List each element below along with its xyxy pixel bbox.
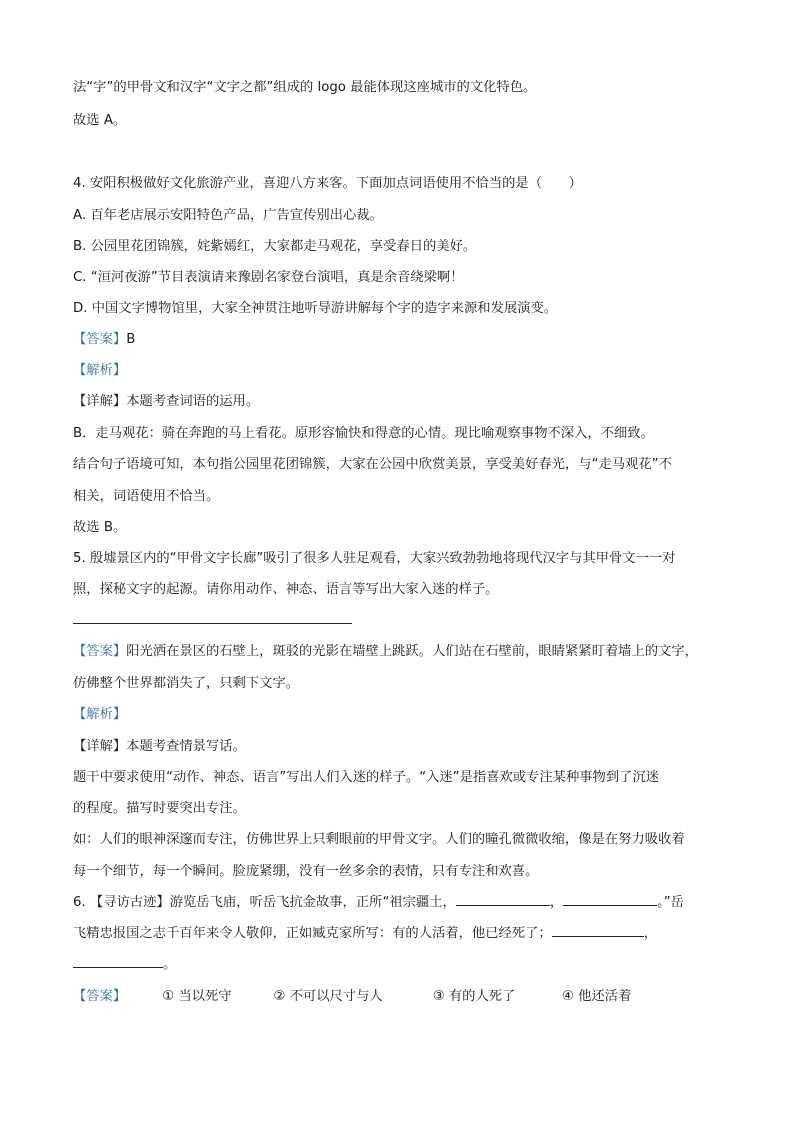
answer-item: ③ 有的人死了 xyxy=(432,989,516,1004)
answer-line xyxy=(73,328,135,347)
explanation-line: 的程度。描写时要突出专注。 xyxy=(73,801,246,816)
answer-item: ① 当以死守 xyxy=(162,989,232,1004)
answer-value: B xyxy=(126,332,136,347)
explanation-line: 每一个细节，每一个瞬间。脸庞紧绷，没有一丝多余的表情，只有专注和欢喜。 xyxy=(73,864,539,879)
answer-tag: 【答案】 xyxy=(73,644,127,659)
question-6-cont xyxy=(73,953,176,972)
answer-text: 阳光洒在景区的石壁上，斑驳的光影在墙壁上跳跃。人们站在石壁前，眼睛紧紧盯着墙上的文字， xyxy=(126,644,698,659)
fill-blank[interactable] xyxy=(456,904,550,906)
question-6 xyxy=(73,891,684,910)
detail-text: 本题考查情景写话。 xyxy=(126,739,246,754)
text-line: 故选 A。 xyxy=(73,113,127,128)
answer-line xyxy=(73,985,631,1004)
detail-text: 本题考查词语的运用。 xyxy=(126,394,260,409)
answer-item: ② 不可以尺寸与人 xyxy=(273,989,383,1004)
answer-text-cont: 仿佛整个世界都消失了，只剩下文字。 xyxy=(73,676,300,691)
question-6-text: ， xyxy=(549,895,564,910)
fill-blank[interactable] xyxy=(563,904,657,906)
analysis-tag: 【解析】 xyxy=(73,707,127,722)
option-c: C. “洹河夜游”节目表演请来豫剧名家登台演唱，真是余音绕梁啊！ xyxy=(73,270,464,285)
option-a: A. 百年老店展示安阳特色产品，广告宣传别出心裁。 xyxy=(73,208,383,223)
answer-item: ④ 他还活着 xyxy=(561,989,632,1004)
fill-blank[interactable] xyxy=(73,966,163,968)
explanation-line: 相关，词语使用不恰当。 xyxy=(73,489,220,504)
question-5: 5. 殷墟景区内的“甲骨文字长廊”吸引了很多人驻足观看，大家兴致勃勃地将现代汉字与其甲骨文一一对 xyxy=(73,551,676,566)
explanation-line: 结合句子语境可知，本句指公园里花团锦簇，大家在公园中欣赏美景，享受美好春光，与“走马观花”不 xyxy=(73,457,672,472)
question-5-cont: 照，探秘文字的起源。请你用动作、神态、语言等写出大家入迷的样子。 xyxy=(73,582,499,597)
explanation-line: 题干中要求使用“动作、神态、语言”写出人们入迷的样子。“入迷”是指喜欢或专注某种事物到了沉迷 xyxy=(73,770,660,785)
text-line: 法“字”的甲骨文和汉字“文字之都”组成的 logo 最能体现这座城市的文化特色。 xyxy=(73,80,537,95)
question-6-text: 飞精忠报国之志千百年来令人敬仰，正如臧克家所写：有的人活着，他已经死了； xyxy=(73,926,552,941)
question-6-text: ， xyxy=(643,926,657,941)
explanation-line: 如：人们的眼神深邃而专注，仿佛世界上只剩眼前的甲骨文字。人们的瞳孔微微收缩，像是在努力吸收着 xyxy=(73,832,685,847)
detail-tag: 【详解】 xyxy=(73,739,127,754)
question-6-cont xyxy=(73,922,657,941)
answer-tag: 【答案】 xyxy=(73,989,127,1004)
question-4: 4. 安阳积极做好文化旅游产业，喜迎八方来客。下面加点词语使用不恰当的是（ ） xyxy=(73,176,582,191)
explanation-line: B．走马观花：骑在奔跑的马上看花。原形容愉快和得意的心情。现比喻观察事物不深入，不细致。 xyxy=(73,426,654,441)
detail-tag: 【详解】 xyxy=(73,394,127,409)
fill-blank[interactable] xyxy=(552,935,644,937)
answer-tag: 【答案】 xyxy=(73,332,127,347)
question-6-text: 。 xyxy=(163,957,177,972)
answer-line xyxy=(73,640,698,659)
question-6-text: 6. 【寻访古迹】游览岳飞庙，听岳飞抗金故事，正所“祖宗疆土， xyxy=(73,895,456,910)
question-6-text: 。”岳 xyxy=(657,895,684,910)
explanation-line: 故选 B。 xyxy=(73,520,127,535)
option-b: B. 公园里花团锦簇，姹紫嫣红，大家都走马观花，享受春日的美好。 xyxy=(73,239,477,254)
option-d: D. 中国文字博物馆里，大家全神贯注地听导游讲解每个字的造字来源和发展演变。 xyxy=(73,301,558,316)
analysis-tag: 【解析】 xyxy=(73,363,127,378)
detail-line xyxy=(73,390,259,409)
answer-blank-line xyxy=(73,623,352,624)
detail-line xyxy=(73,735,246,754)
